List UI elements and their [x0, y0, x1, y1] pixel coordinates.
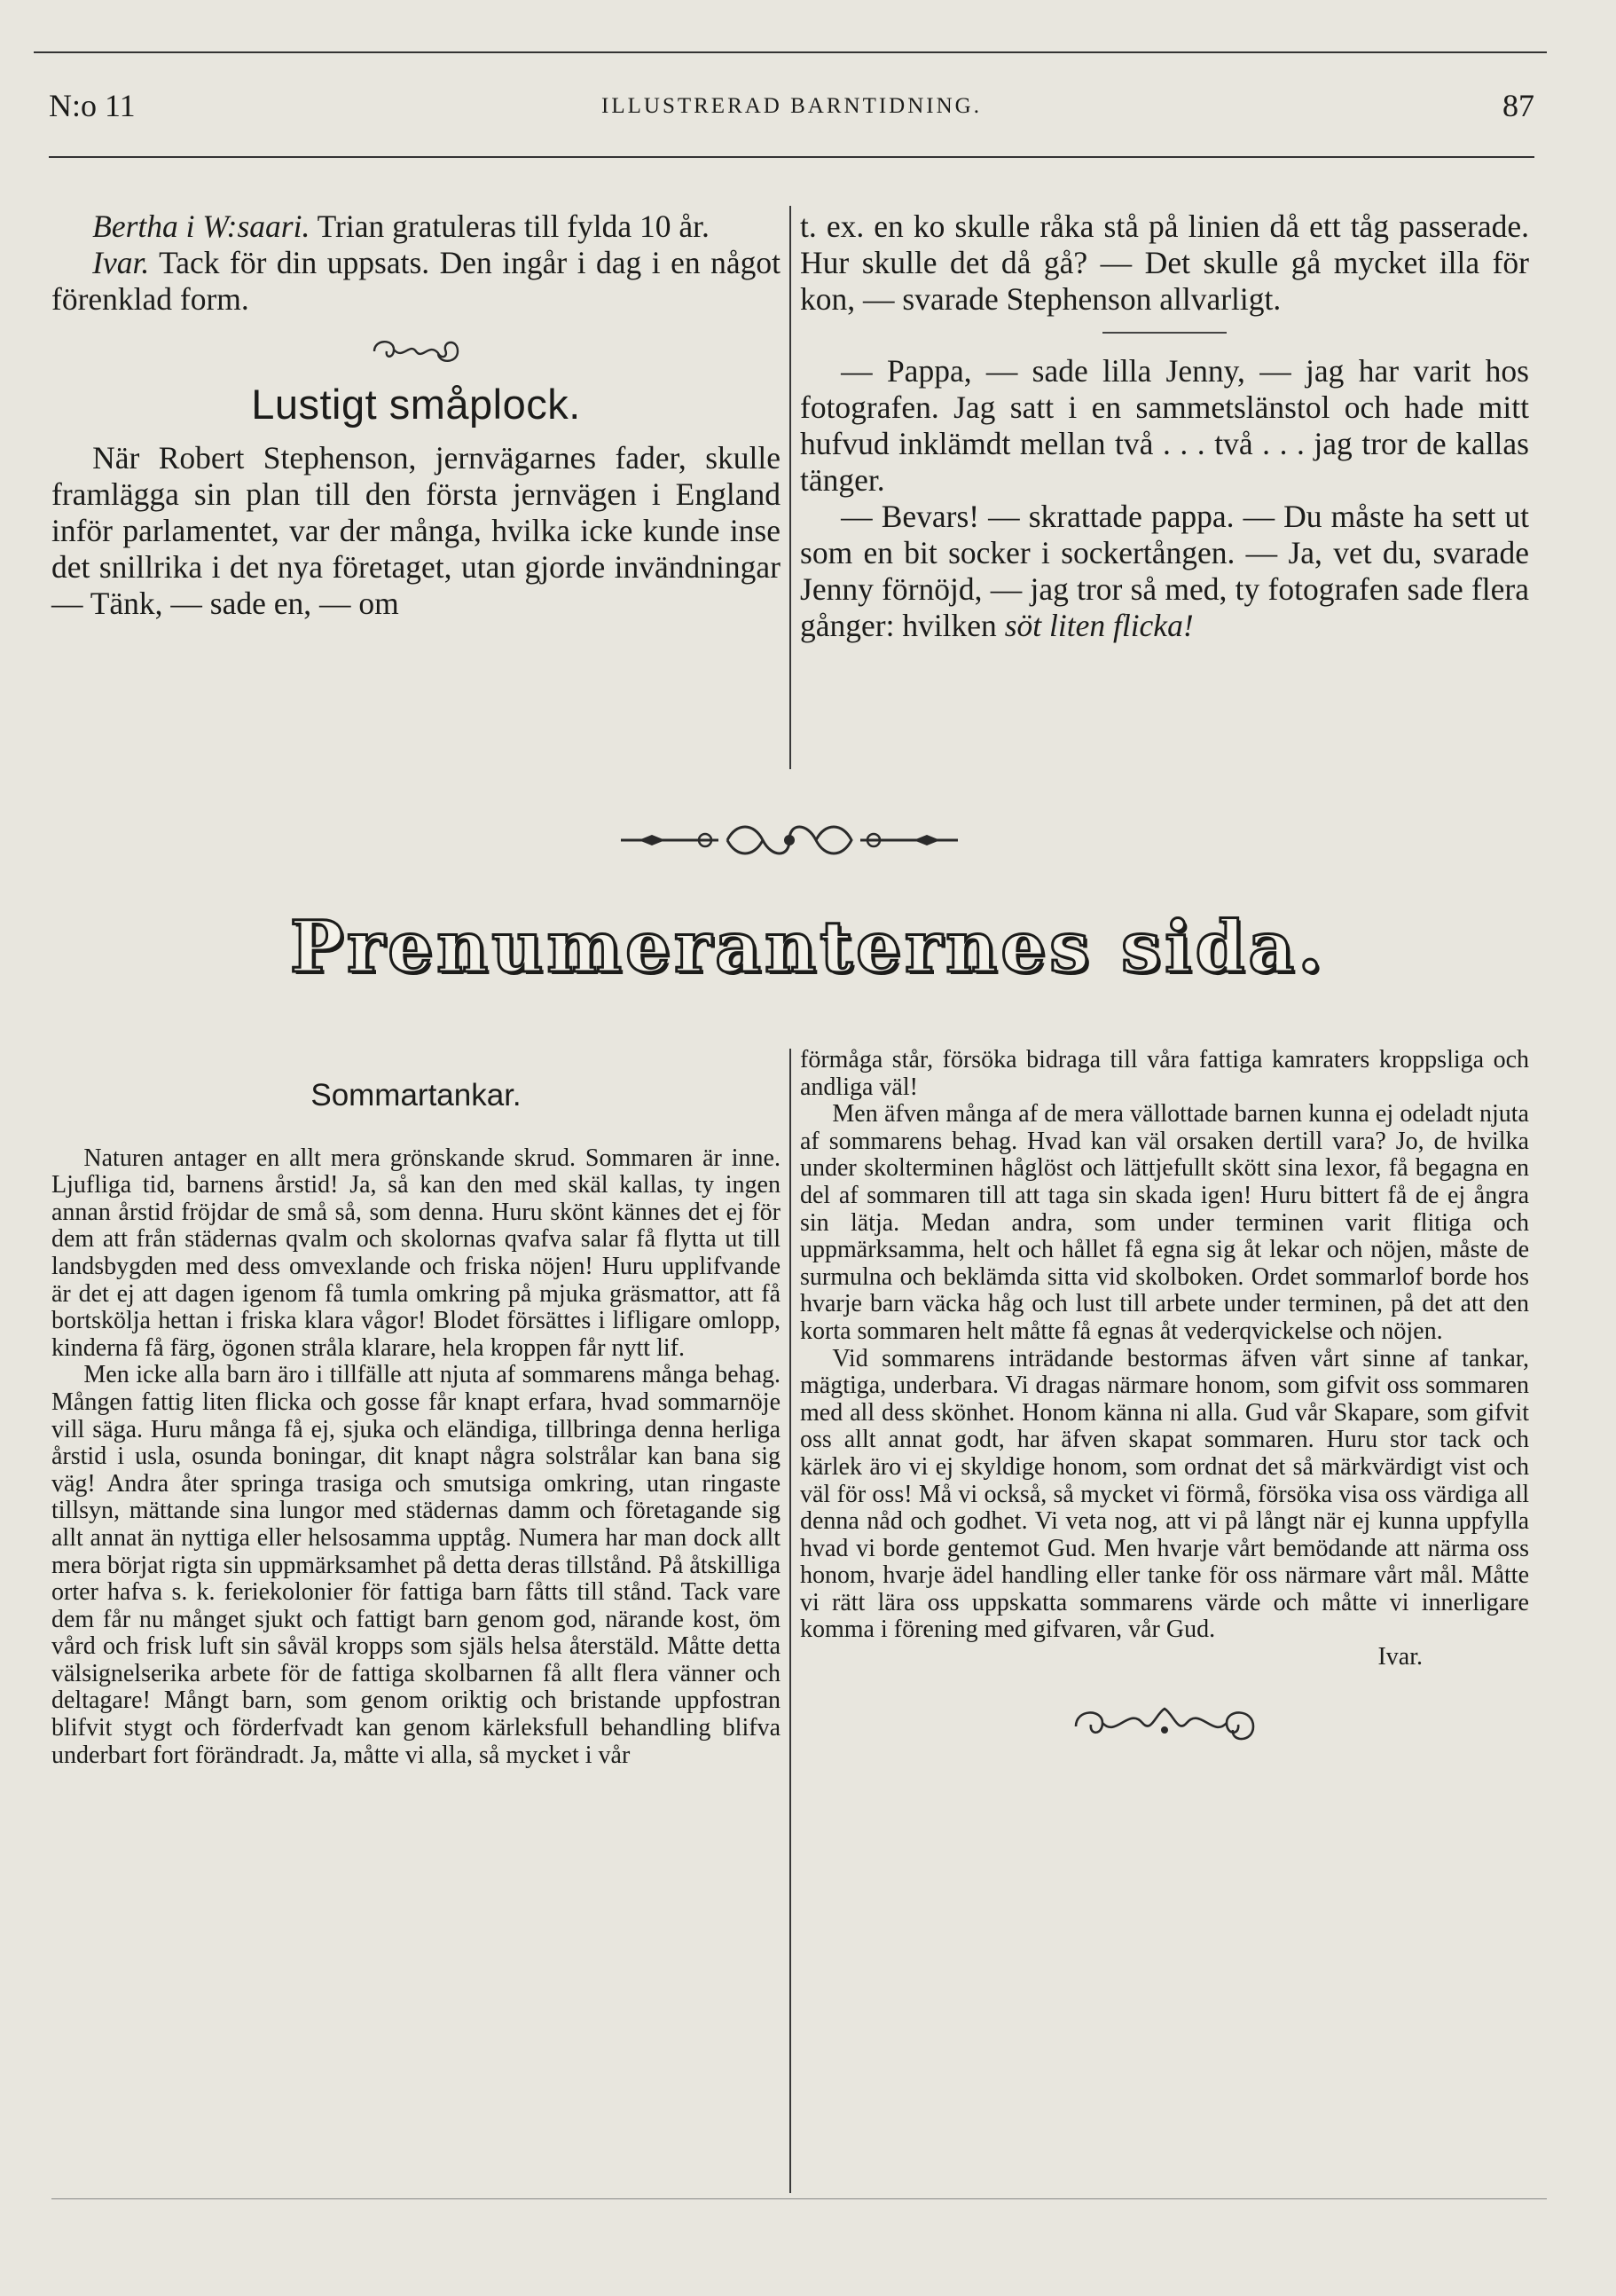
reply-name: Ivar.: [92, 245, 150, 280]
end-ornament-icon: [800, 1698, 1529, 1758]
article-paragraph: Men äfven många af de mera vällottade barnen kunna ej odeladt njuta af sommarens behag. Hvad kan väl orsaken dertill vara? Jo, de hvilka under skolterminen håglöst och lättjefullt skött sina lexor, få begagna en del af sommaren till att taga sin skada igen! Huru bittert få de ej ångra sin lätja. Medan andra, som under terminen varit flitiga och uppmärksamma, helt och hållet få egna sig åt lekar och nöjen, måste de surmulna och beklämda sitta vid skolboken. Ordet sommarlof borde hos hvarje barn väcka håg och lust till arbete under terminen, på det att den korta sommaren helt måtte få egnas åt vederqvickelse och nöjen.: [800, 1100, 1529, 1345]
reply-name: Bertha i W:saari.: [92, 208, 310, 244]
article-paragraph: Vid sommarens inträdande bestormas äfven vårt sinne af tankar, mägtiga, underbara. Vi dragas närmare honom, som gifvit oss sommaren med all dess skönhet. Honom känna ni alla. Gud vår Skapare, som gifvit oss allt annat godt, har äfven skapat sommaren. Huru stor tack och kärlek äro vi ej skyldige honom, som ordnat det så märkvärdigt vist och väl för oss! Må vi också, så mycket vi förmå, försöka visa oss värdiga all denna nåd och godhet. Vi veta nog, att vi på långt när ej kunna uppfylla hvad vi borde gentemot Gud. Men hvarje vårt bemödande att närma oss honom, hvarje ädel handling eller tanke för oss närmare vårt mål. Måtte vi rätt lära oss uppskatta sommarens värde och måtte vi innerligare komma i förening med gifvaren, vår Gud.: [800, 1344, 1529, 1644]
article-paragraph: förmåga står, försöka bidraga till våra fattiga kamraters kroppsliga och andliga väl!: [800, 1046, 1529, 1101]
author-signature: Ivar.: [1377, 1643, 1423, 1671]
page-header: [49, 87, 1534, 126]
bottom-right-column: [800, 1047, 1529, 1757]
anecdote-paragraph: [800, 499, 1529, 644]
bottom-left-column: [51, 1065, 781, 1769]
anecdote-paragraph: — Pappa, — sade lilla Jenny, — jag har varit hos fotografen. Jag satt i en sammetslänstol och hade mitt hufvud inklämdt mellan två . . . två . . . jag tror de kallas tänger.: [800, 353, 1529, 498]
article-title: Sommartankar.: [310, 1078, 522, 1113]
anecdote-text: — Bevars! — skrattade pappa. — Du måste ha sett ut som en bit socker i sockertången. — Ja, vet du, svarade Jenny förnöjd, — jag tror så med, ty fotografen sade flera gånger: hvilken: [800, 499, 1529, 643]
page-number: 87: [1502, 88, 1534, 123]
page-section-title: Prenumeranternes sida.: [289, 905, 1327, 988]
publication-title: ILLUSTRERAD BARNTIDNING.: [601, 94, 982, 118]
top-left-column: [51, 208, 781, 622]
section-title: Lustigt småplock.: [251, 381, 581, 428]
reply-text: Tack för din uppsats. Den ingår i dag i en något förenklad form.: [51, 245, 781, 317]
column-divider: [789, 1049, 791, 2193]
anecdote-italic: söt liten flicka!: [1004, 608, 1194, 643]
column-divider: [789, 206, 791, 769]
reply-bertha: [51, 208, 781, 245]
header-rule: [49, 156, 1534, 158]
issue-number: N:o 11: [49, 88, 136, 123]
top-right-column: [800, 208, 1529, 644]
top-rule: [34, 51, 1547, 53]
small-ornament-icon: [51, 334, 781, 377]
short-rule: [1102, 332, 1227, 334]
reply-text: Trian gratuleras till fylda 10 år.: [310, 208, 710, 244]
story-paragraph: När Robert Stephenson, jernvägarnes fader, skulle framlägga sin plan till den första jernvägen i England inför parlamentet, var der många, hvilka icke kunde inse det snillrika i det nya företaget, utan gjorde invändningar — Tänk, — sade en, — om: [51, 440, 781, 621]
story-paragraph: t. ex. en ko skulle råka stå på linien då ett tåg passerade. Hur skulle det då gå? — Det skulle gå mycket illa för kon, — svarade Stephenson allvarligt.: [800, 208, 1529, 317]
bottom-rule: [51, 2198, 1547, 2199]
center-ornament-icon: [612, 818, 967, 862]
reply-ivar: [51, 245, 781, 318]
article-paragraph: Naturen antager en allt mera grönskande skrud. Sommaren är inne. Ljufliga tid, barnens årstid! Ja, så kan den med skäl kallas, ty ingen annan årstid fröjdar de små så, som denna. Huru skönt kännes det ej för dem att från städernas qvalm och skolornas qvafva salar få flytta ut till landsbygden med dess omvexlande och friska nöjen! Huru upplifvande är det ej att dagen igenom få tumla omkring på mjuka gräsmattor, att få bortskölja hettan i friska klara vågor! Blodet försättes i lifligare omlopp, kinderna få färg, ögonen stråla klarare, hela kroppen får nytt lif.: [51, 1144, 781, 1362]
article-paragraph: Men icke alla barn äro i tillfälle att njuta af sommarens många behag. Mången fattig liten flicka och gosse får knapt erfara, hvad sommarnöje vill säga. Huru många få ej, sjuka och eländiga, tillbringa denna herliga årstid i usla, osunda boningar, dit knapt några solstrålar kan bana sig väg! Andra åter springa trasiga och smutsiga omkring, utan ringaste tillsyn, mättande sina lungor med städernas damm och företagande sig allt annat än nyttiga eller helsosamma upptåg. Numera har man dock allt mera börjat rigta sin uppmärksamhet på detta deras tillstånd. På åtskilliga orter hafva s. k. feriekolonier för fattiga barn fåtts till stånd. Tack vare dem får nu månget sjukt och fattigt barn genom god, närande kost, öm vård och frisk luft sin såväl kropps som själs helsa återstäld. Måtte detta välsignelserika arbete för de fattiga skolbarnen få allt flera vänner och deltagare! Mångt barn, som genom oriktig och bristande uppfostran blifvit stygt och förderfvadt kan genom kärleksfull behandling blifva underbart fort förändradt. Ja, måtte vi alla, så mycket i vår: [51, 1361, 781, 1769]
